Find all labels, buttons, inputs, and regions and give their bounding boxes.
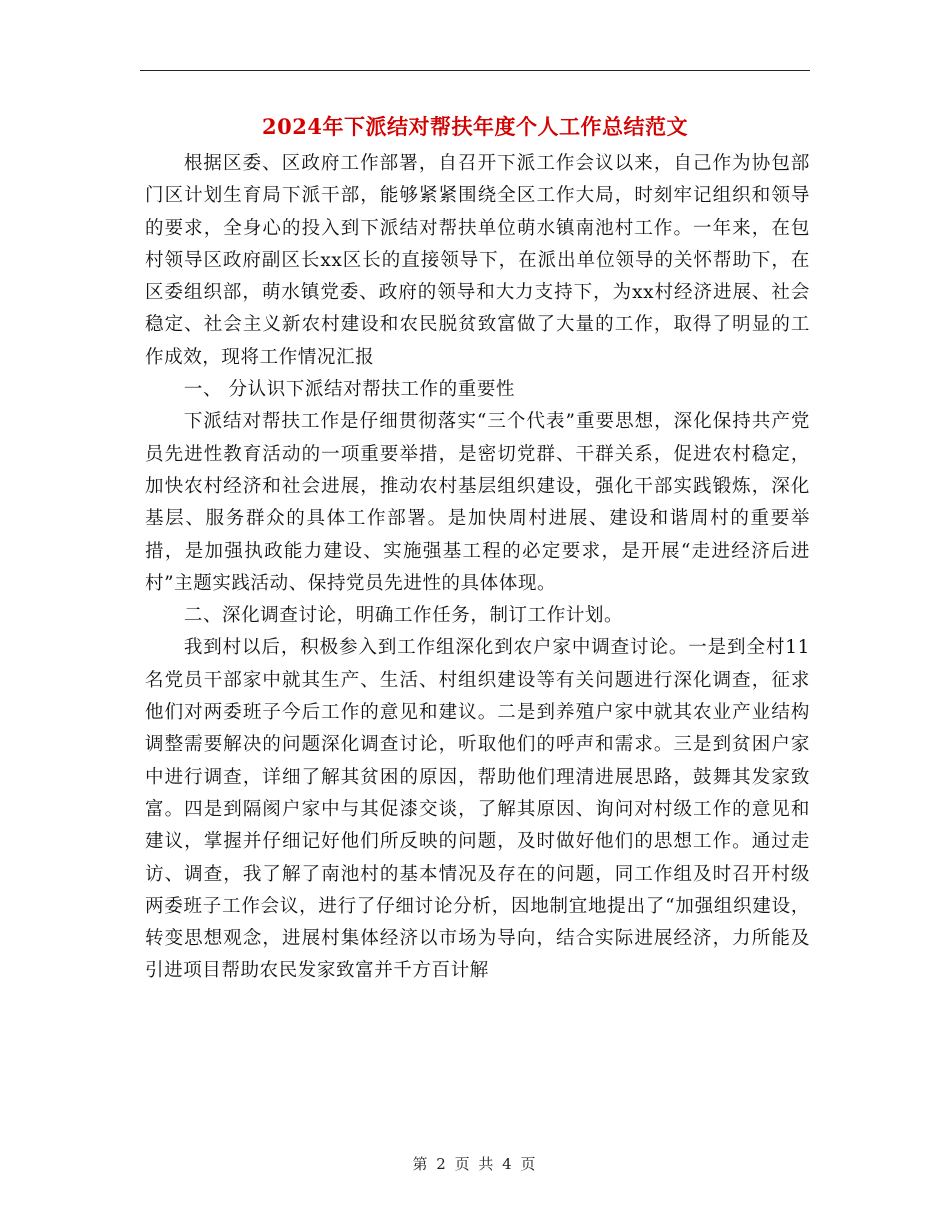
page-number: 第 2 页 共 4 页 bbox=[412, 1155, 538, 1173]
paragraph-intro: 根据区委、区政府工作部署，自召开下派工作会议以来，自己作为协包部门区计划生育局下派干部，能够紧紧围绕全区工作大局，时刻牢记组织和领导的要求，全身心的投入到下派结对帮扶单位萌水镇南池村工作。一年来，在包村领导区政府副区长xx区长的直接领导下，在派出单位领导的关怀帮助下，在区委组织部，萌水镇党委、政府的领导和大力支持下，为xx村经济进展、社会稳定、社会主义新农村建设和农民脱贫致富做了大量的工作，取得了明显的工作成效，现将工作情况汇报 bbox=[145, 153, 810, 368]
document-title: 2024年下派结对帮扶年度个人工作总结范文 bbox=[262, 114, 688, 139]
section-heading-1: 一、 分认识下派结对帮扶工作的重要性 bbox=[183, 379, 516, 401]
document-body bbox=[145, 148, 810, 988]
header-rule bbox=[140, 70, 810, 71]
paragraph-importance: 下派结对帮扶工作是仔细贯彻落实“三个代表”重要思想，深化保持共产党员先进性教育活动的一项重要举措，是密切党群、干群关系，促进农村稳定，加快农村经济和社会进展，推动农村基层组织建设，强化干部实践锻炼，深化基层、服务群众的具体工作部署。是加快周村进展、建设和谐周村的重要举措，是加强执政能力建设、实施强基工程的必定要求，是开展“走进经济后进村”主题实践活动、保持党员先进性的具体体现。 bbox=[145, 411, 810, 594]
paragraph-investigation: 我到村以后，积极参入到工作组深化到农户家中调查讨论。一是到全村11名党员干部家中就其生产、生活、村组织建设等有关问题进行深化调查，征求他们对两委班子今后工作的意见和建议。二是到养殖户家中就其农业产业结构调整需要解决的问题深化调查讨论，听取他们的呼声和需求。三是到贫困户家中进行调查，详细了解其贫困的原因，帮助他们理清进展思路，鼓舞其发家致富。四是到隔阂户家中与其促漆交谈，了解其原因、询问对村级工作的意见和建议，掌握并仔细记好他们所反映的问题，及时做好他们的思想工作。通过走访、调查，我了解了南池村的基本情况及存在的问题，同工作组及时召开村级两委班子工作会议，进行了仔细讨论分析，因地制宜地提出了“加强组织建设，转变思想观念，进展村集体经济以市场为导向，结合实际进展经济，力所能及引进项目帮助农民发家致富并千方百计解 bbox=[145, 637, 810, 982]
section-heading-2: 二、深化调查讨论，明确工作任务，制订工作计划。 bbox=[183, 605, 624, 627]
